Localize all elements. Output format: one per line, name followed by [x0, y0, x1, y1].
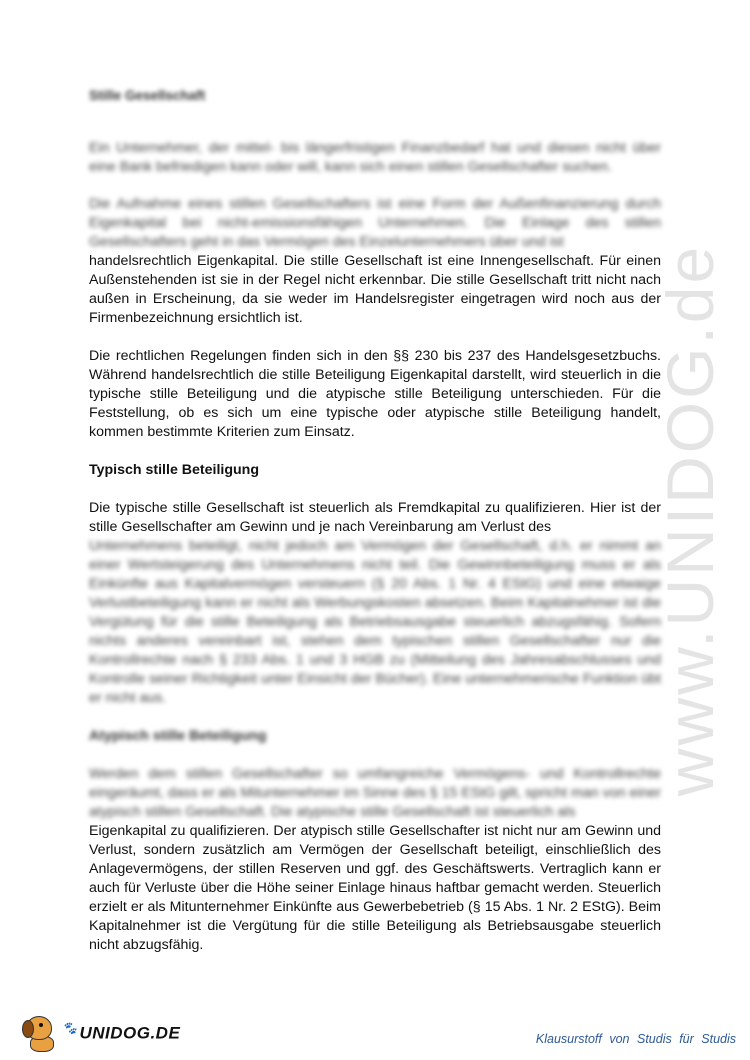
paragraph-5-visible: Eigenkapital zu qualifizieren. Der atypisch stille Gesellschafter ist nicht nur am Gewinn und Verlust, sondern zusätzlich am Vermögen der Gesellschaft beteiligt, einschließlich des Anlagevermögens, der stillen Reserven und ggf. des Geschäftswerts. Vertraglich kann er auch für Verluste über die Höhe seiner Einlage hinaus haftbar gemacht werden. Steuerlich erzielt er als Mitunternehmer Einkünfte aus Gewerbebetrieb (§ 15 Abs. 1 Nr. 2 EStG). Beim Kapitalnehmer ist die Vergütung für die stille Beteiligung als Betriebsausgabe steuerlich nicht abzugsfähig.: [89, 823, 661, 953]
paragraph-4-blurred: Unternehmens beteiligt, nicht jedoch am Vermögen der Gesellschaft, d.h. er nimmt an einer Wertsteigerung des Unternehmens nicht teil. Die Gewinnbeteiligung muss er als Einkünfte aus Kapitalvermögen versteuern (§ 20 Abs. 1 Nr. 4 EStG) und eine etwaige Verlustbeteiligung kann er nicht als Werbungskosten absetzen. Beim Kapitalnehmer ist die Vergütung für die stille Beteiligung als Betriebsausgabe steuerlich abzugsfähig. Sofern nichts anderes vereinbart ist, stehen dem typischen stillen Gesellschafter nur die Kontrollrechte nach § 233 Abs. 1 und 3 HGB zu (Mitteilung des Jahresabschlusses und Kontrolle seiner Richtigkeit unter Einsicht der Bücher). Eine unternehmerische Funktion übt er nicht aus.: [89, 538, 661, 706]
document-title: Stille Gesellschaft: [89, 88, 206, 103]
heading-typisch: Typisch stille Beteiligung: [89, 462, 260, 478]
heading-atypisch: Atypisch stille Beteiligung: [89, 728, 267, 744]
paragraph-2-visible: handelsrechtlich Eigenkapital. Die stille Gesellschaft ist eine Innengesellschaft. Für einen Außenstehenden ist sie in der Regel nicht erkennbar. Die stille Gesellschaft tritt nicht nach außen in Erscheinung, da sie weder im Handelsregister eingetragen wird noch aus der Firmenbezeichnung ersichtlich ist.: [89, 253, 661, 326]
footer-tagline: Klausurstoff von Studis für Studis: [535, 1032, 736, 1046]
paragraph-3: Die rechtlichen Regelungen finden sich in den §§ 230 bis 237 des Handelsgesetzbuchs. Während handelsrechtlich die stille Beteiligung Eigenkapital darstellt, wird steuerlich in die typische stille Beteiligung und die atypische stille Beteiligung unterschieden. Für die Feststellung, ob es sich um eine typische oder atypische stille Beteiligung handelt, kommen bestimmte Kriterien zum Einsatz.: [89, 348, 661, 440]
unidog-logo[interactable]: [22, 1010, 182, 1052]
paw-icon: 🐾: [62, 1021, 78, 1036]
paragraph-5-blurred: Werden dem stillen Gesellschafter so umfangreiche Vermögens- und Kontrollrechte eingeräumt, dass er als Mitunternehmer im Sinne des § 15 EStG gilt, spricht man von einer atypisch stillen Gesellschaft. Die atypische stille Gesellschaft ist steuerlich als: [89, 766, 661, 820]
watermark-text: www.UNIDOG.de: [653, 243, 727, 797]
logo-text: 🐾 UNIDOG.DE: [62, 1021, 181, 1043]
paragraph-4-visible: Die typische stille Gesellschaft ist steuerlich als Fremdkapital zu qualifizieren. Hier ist der stille Gesellschafter am Gewinn und je nach Vereinbarung am Verlust des: [89, 500, 661, 535]
paragraph-intro: Ein Unternehmer, der mittel- bis längerfristigen Finanzbedarf hat und diesen nicht über eine Bank befriedigen kann oder will, kann sich einen stillen Gesellschafter suchen.: [89, 140, 661, 175]
paragraph-2-blurred: Die Aufnahme eines stillen Gesellschafters ist eine Form der Außenfinanzierung durch Eigenkapital bei nicht-emissionsfähigen Unternehmen. Die Einlage des stillen Gesellschafters geht in das Vermögen des Einzelunternehmers über und ist: [89, 196, 661, 250]
document-content: [89, 88, 661, 955]
dog-mascot-icon: [22, 1014, 58, 1052]
